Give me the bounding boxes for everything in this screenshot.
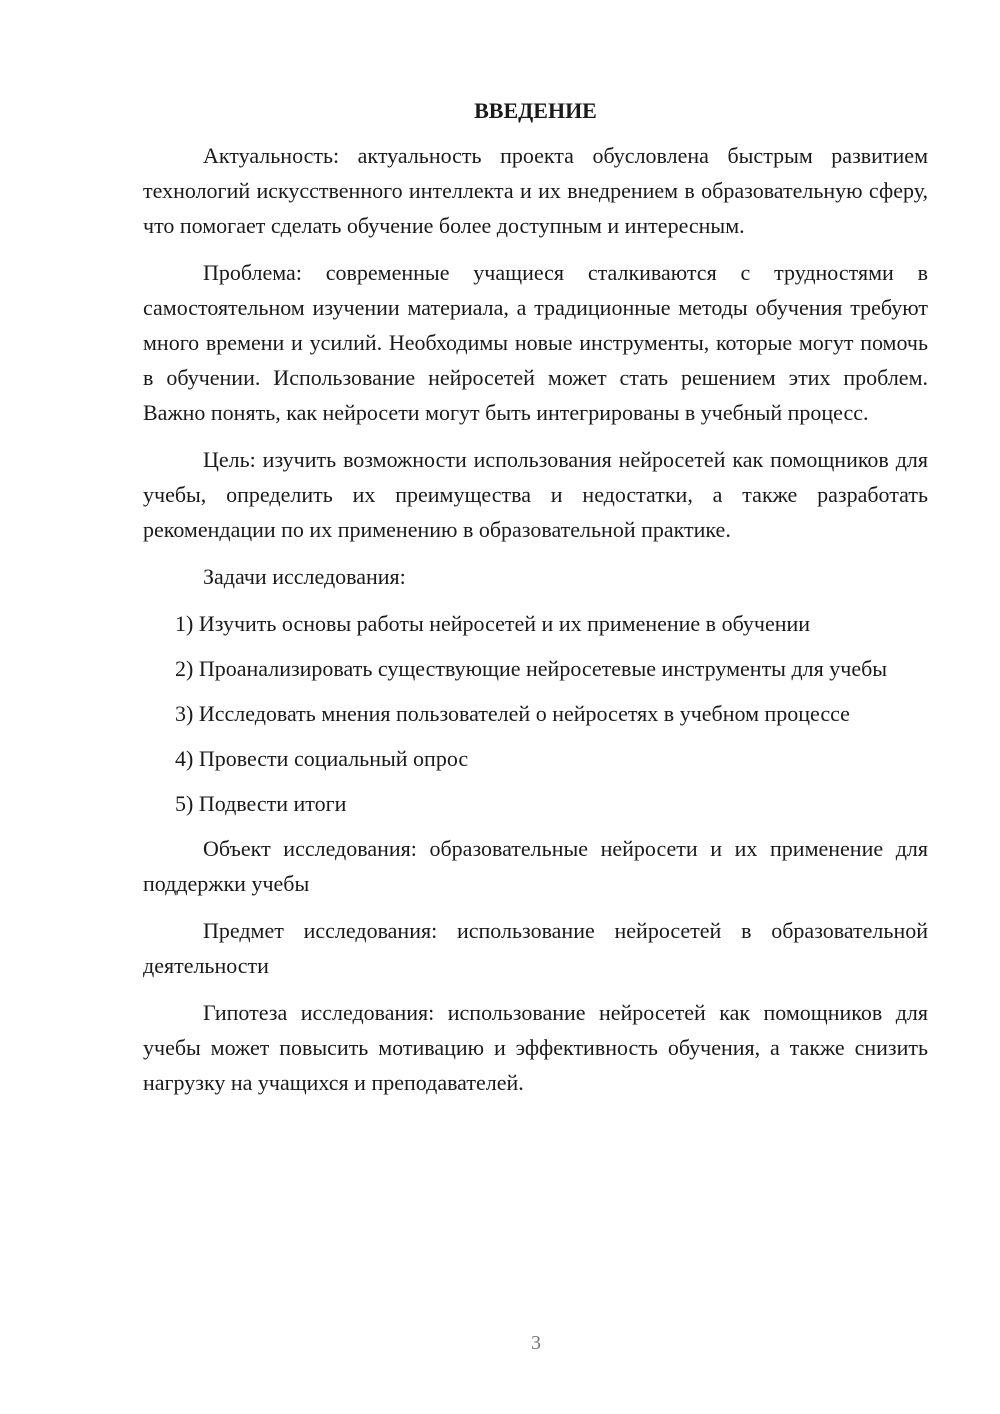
paragraph-hypothesis: Гипотеза исследования: использование нейросетей как помощников для учебы может повысить мотивацию и эффективность обучения, а также снизить нагрузку на учащихся и преподавателей.	[143, 1000, 928, 1095]
paragraph-tasks-heading: Задачи исследования:	[203, 564, 406, 589]
task-item: 1) Изучить основы работы нейросетей и их применение в обучении	[175, 611, 811, 636]
paragraph-problem: Проблема: современные учащиеся сталкиваются с трудностями в самостоятельном изучении материала, а традиционные методы обучения требуют много времени и усилий. Необходимы новые инструменты, которые могут помочь в обучении. Использование нейросетей может стать решением этих проблем. Важно понять, как нейросети могут быть интегрированы в учебный процесс.	[143, 260, 928, 425]
paragraph-relevance: Актуальность: актуальность проекта обусловлена быстрым развитием технологий искусственного интеллекта и их внедрением в образовательную сферу, что помогает сделать обучение более доступным и интересным.	[143, 143, 928, 238]
task-item: 3) Исследовать мнения пользователей о нейросетях в учебном процессе	[175, 701, 850, 726]
paragraph-subject: Предмет исследования: использование нейросетей в образовательной деятельности	[143, 918, 928, 978]
section-title: ВВЕДЕНИЕ	[474, 98, 597, 123]
task-item: 5) Подвести итоги	[175, 791, 347, 816]
page-number: 3	[531, 1332, 541, 1354]
document-page	[143, 96, 928, 1112]
task-item: 2) Проанализировать существующие нейросетевые инструменты для учебы	[175, 656, 888, 681]
paragraph-object: Объект исследования: образовательные нейросети и их применение для поддержки учебы	[143, 836, 928, 896]
paragraph-goal: Цель: изучить возможности использования нейросетей как помощников для учебы, определить их преимущества и недостатки, а также разработать рекомендации по их применению в образовательной практике.	[143, 447, 928, 542]
task-item: 4) Провести социальный опрос	[175, 746, 469, 771]
